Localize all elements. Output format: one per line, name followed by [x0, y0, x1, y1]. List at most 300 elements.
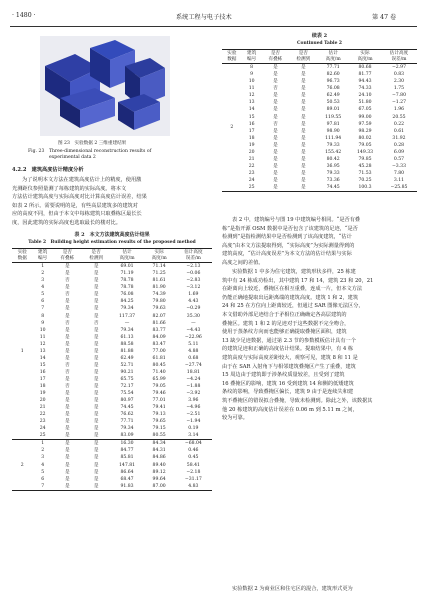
- table-cell: 79.34: [120, 327, 134, 333]
- table-cell: 17: [248, 128, 255, 134]
- table-cell: −2.51: [186, 412, 201, 418]
- table-cell: 3.14: [188, 433, 199, 439]
- table-row: [222, 71, 417, 78]
- table-cell: 96.73: [326, 79, 340, 85]
- table-cell: 79.33: [326, 142, 340, 148]
- table-cell: 10: [248, 79, 255, 85]
- table-cell: 12: [248, 93, 255, 99]
- table-cell: −27.74: [184, 362, 202, 368]
- table-cell: 119.55: [325, 114, 342, 120]
- table-row: [222, 106, 417, 113]
- table-cell: 24: [248, 177, 255, 183]
- table-cell: 7.80: [393, 170, 405, 176]
- table-cell: 是: [93, 341, 99, 347]
- table-cell: 79.34: [120, 306, 134, 312]
- table-cell: 是: [93, 369, 99, 375]
- table-cell: 4.43: [188, 299, 199, 305]
- table-cell: 是: [93, 299, 99, 305]
- table-cell: 97.81: [326, 121, 340, 127]
- table-cell: 1.75: [393, 86, 405, 92]
- table-cell: 是: [300, 185, 306, 190]
- table-cell: 是: [273, 142, 278, 148]
- table-cell: 68.47: [120, 476, 134, 482]
- table-cell: 是: [300, 79, 306, 85]
- table-cell: 70.25: [358, 177, 372, 183]
- table-row: [12, 454, 212, 461]
- table-cell: 是: [93, 412, 99, 418]
- table-cell: 72.17: [120, 384, 134, 389]
- table-row: [12, 270, 212, 277]
- table-cell: 12: [39, 341, 46, 347]
- table-cell: 是: [273, 72, 278, 78]
- table-cell: 35.30: [186, 313, 200, 319]
- right-paragraph-1: 表 2 中，建筑编号与图 19 中建筑编号相同。“是否有叠 栋”是指开源 OSM 数据中是否包含了该建筑的足迹，“是否 检测到”是指检测结果中是否检测到了该高度建筑，“估计 高度”由本文方法提取得到，“实际高度”为实际测量得到的 建筑高度，“估计高度误差”为本文方法的估计结果与实际 高度之间的差值。: [222, 217, 361, 266]
- table-cell: 是: [300, 72, 306, 78]
- table-cell: 是: [93, 433, 99, 439]
- table-cell: 50.53: [326, 100, 340, 106]
- table-cell: 是: [93, 376, 99, 382]
- table-cell: 79.46: [152, 391, 166, 397]
- table-cell: 否: [273, 121, 278, 127]
- table-cell: 是: [93, 448, 99, 454]
- column-header: 建筑 编号: [247, 51, 257, 62]
- table-cell: 23: [39, 419, 46, 425]
- table-cell: 14: [248, 107, 255, 113]
- table-cell: 155.42: [325, 149, 342, 155]
- table-row: [12, 411, 212, 418]
- table-cell: 79.05: [152, 384, 166, 389]
- table-cell: 78.78: [120, 278, 134, 284]
- table-cell: 77.00: [152, 348, 166, 354]
- table-cell: −3.33: [391, 163, 407, 169]
- table-cell: 是: [64, 469, 70, 475]
- table-cell: 3.11: [393, 177, 405, 183]
- table-cell: 是: [93, 391, 99, 397]
- table-cell: 是: [64, 327, 70, 333]
- table-cell: 13: [39, 348, 46, 354]
- table-cell: 4.83: [188, 483, 199, 489]
- table-right-title-en: Continued Table 2: [297, 41, 342, 46]
- table-cell: 3: [41, 278, 45, 284]
- table-cell: −4.96: [186, 405, 201, 411]
- column-header: 是否 检测到: [296, 51, 311, 62]
- table-cell: 是: [64, 441, 70, 447]
- table-cell: 是: [273, 79, 278, 85]
- table-cell: 是: [93, 419, 99, 425]
- table-cell: 是: [273, 163, 278, 169]
- table-row: [12, 369, 212, 376]
- table-cell: 是: [300, 170, 306, 176]
- table-cell: 是: [64, 476, 70, 482]
- table-cell: 是: [93, 278, 99, 284]
- table-cell: 81.77: [358, 72, 372, 78]
- table-cell: 是: [64, 306, 70, 312]
- table-cell: 是: [64, 334, 70, 340]
- table-cell: 是: [93, 362, 99, 368]
- table-cell: 否: [64, 362, 70, 368]
- table-row: [12, 298, 212, 305]
- table-cell: 9: [41, 320, 45, 326]
- table-cell: 是: [93, 271, 99, 277]
- table-left-title-en: Table 2 Building height estimation results of the proposed method: [28, 240, 196, 245]
- table-cell: 是: [273, 93, 278, 99]
- table-cell: 84.34: [152, 441, 166, 447]
- table-cell: 75.54: [120, 391, 134, 397]
- table-cell: 0.83: [393, 72, 405, 78]
- table-cell: 99.64: [152, 476, 166, 482]
- experiment-group-cell: 2: [20, 462, 24, 468]
- table-cell: −1.88: [186, 384, 201, 389]
- table-cell: 是: [273, 170, 278, 176]
- table-cell: 80.45: [152, 362, 166, 368]
- table-cell: 是: [93, 313, 99, 319]
- table-cell: 6: [41, 476, 45, 482]
- table-cell: 79.65: [152, 419, 166, 425]
- right-paragraph-3: 实验数据 2 为商业区和住宅区的混合，建筑形式更为: [232, 586, 353, 592]
- column-header: 实际 高度/m: [151, 250, 167, 261]
- table-cell: 是: [273, 149, 278, 155]
- table-cell: 是: [300, 65, 306, 71]
- table-cell: 81.90: [152, 285, 166, 291]
- table-cell: 80.42: [326, 156, 340, 162]
- table-row: [12, 425, 212, 432]
- table-cell: 111.94: [325, 135, 342, 141]
- table-cell: 否: [64, 278, 70, 284]
- table-cell: 是: [300, 121, 306, 127]
- table-cell: 89.01: [326, 107, 340, 113]
- table-cell: −2.97: [391, 65, 407, 71]
- table-cell: 0.68: [188, 355, 199, 361]
- table-row: [12, 483, 212, 491]
- volume-label: 第 47 卷: [372, 14, 397, 21]
- table-cell: 83.77: [152, 327, 166, 333]
- table-cell: 8: [250, 65, 254, 71]
- table-cell: 0.22: [393, 121, 405, 127]
- table-row: [222, 184, 417, 192]
- table-row: [12, 320, 212, 327]
- table-cell: 5.11: [188, 341, 199, 347]
- table-cell: 是: [273, 65, 278, 71]
- table-cell: −68.04: [184, 441, 202, 447]
- table-cell: 是: [64, 412, 70, 418]
- experiment-group-cell: 2: [230, 125, 234, 131]
- table-row: [222, 85, 417, 92]
- table-cell: 是: [273, 100, 278, 106]
- table-cell: 86.64: [120, 469, 134, 475]
- table-cell: 15: [39, 362, 46, 368]
- column-header: 估计高度 误差/m: [389, 51, 409, 62]
- column-header: 建筑 编号: [38, 250, 48, 261]
- table-cell: 1.96: [393, 107, 405, 113]
- table-cell: 是: [273, 185, 278, 190]
- table-cell: 71.25: [152, 271, 166, 277]
- table-row: [222, 135, 417, 142]
- table-row: [12, 313, 212, 320]
- table-cell: 79.85: [358, 156, 372, 162]
- table-cell: 是: [64, 341, 70, 347]
- table-cell: 是: [64, 391, 70, 397]
- table-row: [12, 476, 212, 483]
- table-cell: 100.3: [358, 185, 372, 190]
- table-cell: 51.80: [358, 100, 372, 106]
- table-cell: 是: [93, 483, 99, 489]
- section-paragraph: 为了说明本文方法在建筑高度估计上的精度，使用激 光测距仪参照量测了每栋建筑的实际高度。将本文 方法估计建筑高度与实际高度对比计算高度估计误差，结果 如表 2 所示。需要说明的是，有些高层建筑多的建筑对 应的高度不同，但由于本文中每栋建筑只取叠栋区最长长 度，因此建筑的实际高度也选取最长的楼对比。: [12, 177, 147, 226]
- table-cell: 77.71: [120, 419, 134, 425]
- table-row: [222, 177, 417, 184]
- table-cell: 是: [273, 114, 278, 120]
- table-cell: 2: [41, 271, 45, 277]
- table-cell: 17: [39, 376, 46, 382]
- table-cell: 16: [248, 121, 255, 127]
- table-left: [12, 248, 212, 491]
- table-cell: 81.66: [152, 320, 166, 326]
- table-cell: 98.29: [358, 128, 372, 134]
- table-cell: 是: [64, 264, 70, 270]
- table-cell: 24.10: [358, 93, 372, 99]
- table-cell: 是: [64, 285, 70, 291]
- table-cell: 84.09: [152, 334, 166, 340]
- table-cell: 14: [39, 355, 46, 361]
- table-cell: 0.57: [393, 156, 405, 162]
- table-cell: 97.59: [358, 121, 372, 127]
- table-cell: −3.12: [186, 285, 201, 291]
- table-cell: 是: [93, 355, 99, 361]
- table-cell: 是: [273, 177, 278, 183]
- table-cell: 80.02: [358, 135, 372, 141]
- table-cell: 是: [64, 355, 70, 361]
- table-cell: 61.13: [120, 334, 134, 340]
- table-cell: 77.01: [152, 398, 166, 404]
- experiment-group-cell: 1: [20, 348, 24, 354]
- table-cell: 58.41: [186, 462, 200, 468]
- table-cell: 77.71: [326, 65, 340, 71]
- table-cell: 19: [39, 391, 46, 397]
- table-cell: 1: [41, 441, 45, 447]
- table-cell: 94.43: [358, 79, 372, 85]
- table-cell: 76.08: [326, 86, 340, 92]
- table-cell: 71.14: [152, 264, 166, 270]
- table-cell: −2.13: [186, 264, 201, 270]
- table-cell: 是: [93, 292, 99, 298]
- table-cell: 15: [248, 114, 255, 120]
- table-cell: 是: [64, 313, 70, 319]
- table-cell: 5: [41, 469, 45, 475]
- table-cell: 2: [41, 448, 45, 454]
- table-cell: 0.45: [188, 455, 199, 461]
- table-row: [12, 355, 212, 362]
- table-row: [12, 305, 212, 312]
- table-cell: 81.61: [152, 278, 166, 284]
- table-cell: 71.53: [358, 170, 372, 176]
- table-cell: 65.99: [152, 376, 166, 382]
- table-cell: 是: [64, 299, 70, 305]
- table-cell: 是: [93, 469, 99, 475]
- column-header: 实验 数据: [227, 51, 237, 62]
- table-cell: 是: [93, 398, 99, 404]
- table-row: [12, 462, 212, 469]
- table-cell: 79.41: [152, 405, 166, 411]
- table-cell: −3.92: [186, 391, 201, 397]
- table-cell: 0.46: [188, 448, 199, 454]
- table-cell: 是: [64, 462, 70, 468]
- table-cell: 84.77: [120, 448, 134, 454]
- table-cell: 是: [93, 476, 99, 482]
- table-cell: −4.24: [186, 376, 201, 382]
- table-cell: −2.18: [186, 469, 201, 475]
- table-cell: 否: [273, 86, 278, 92]
- table-cell: 4: [41, 285, 45, 291]
- table-cell: 8: [41, 313, 45, 319]
- table-cell: 是: [300, 86, 306, 92]
- table-cell: 88.58: [120, 341, 134, 347]
- table-cell: 否: [64, 292, 70, 298]
- table-cell: 89.40: [152, 462, 166, 468]
- table-cell: 是: [300, 128, 306, 134]
- table-cell: 22: [248, 163, 255, 169]
- table-row: [222, 99, 417, 106]
- table-cell: 否: [93, 320, 99, 326]
- table-cell: 是: [300, 114, 306, 120]
- table-cell: 是: [93, 441, 99, 447]
- table-cell: 36.95: [326, 163, 340, 169]
- table-cell: 是: [93, 405, 99, 411]
- table-cell: 84.86: [152, 455, 166, 461]
- table-cell: 25: [39, 433, 46, 439]
- table-cell: 22: [39, 412, 46, 418]
- table-row: [12, 284, 212, 291]
- table-cell: 是: [93, 334, 99, 340]
- table-cell: 79.63: [152, 306, 166, 312]
- table-cell: 147.81: [118, 462, 136, 468]
- table-cell: 是: [300, 135, 306, 141]
- table-cell: 62.49: [120, 355, 134, 361]
- table-row: [222, 114, 417, 121]
- table-cell: 10: [39, 327, 46, 333]
- table-cell: 80.55: [152, 433, 166, 439]
- table-row: [222, 78, 417, 85]
- column-header: 估计 高度/m: [325, 51, 341, 62]
- table-cell: 1.69: [188, 292, 199, 298]
- table-cell: 是: [300, 163, 306, 169]
- table-cell: 73.36: [326, 177, 340, 183]
- table-cell: 是: [273, 128, 278, 134]
- table-cell: 2.30: [393, 79, 405, 85]
- table-cell: −0.29: [186, 306, 201, 312]
- column-header: 实际 高度/m: [357, 51, 373, 62]
- table-left-title-cn: 表 2 本文方法建筑高度估计结果: [74, 232, 150, 238]
- table-cell: 是: [93, 455, 99, 461]
- table-row: [12, 404, 212, 411]
- table-row: [12, 440, 212, 448]
- table-cell: 是: [300, 177, 306, 183]
- table-cell: 3: [41, 455, 45, 461]
- table-cell: 83.09: [120, 433, 134, 439]
- table-row: [222, 170, 417, 177]
- table-cell: 1: [41, 264, 45, 270]
- table-cell: 是: [64, 433, 70, 439]
- table-cell: 是: [273, 156, 278, 162]
- table-cell: 5: [41, 292, 45, 298]
- table-cell: 3.96: [188, 398, 199, 404]
- table-right: [222, 49, 417, 192]
- table-row: [12, 263, 212, 271]
- table-cell: 是: [64, 398, 70, 404]
- table-cell: 是: [300, 156, 306, 162]
- table-cell: 4: [41, 462, 45, 468]
- table-cell: 74.39: [152, 292, 166, 298]
- table-cell: 18: [39, 384, 46, 389]
- table-row: [222, 149, 417, 156]
- table-cell: 0.28: [393, 142, 405, 148]
- table-cell: 0.61: [393, 128, 405, 134]
- table-cell: 否: [64, 320, 70, 326]
- table-cell: 99.00: [358, 114, 372, 120]
- table-row: [12, 341, 212, 348]
- table-cell: 否: [64, 384, 70, 389]
- table-row: [12, 390, 212, 397]
- right-paragraph-2: 实验数据 1 中多为住宅建筑，建筑形状多样，25 栋建 筑中有 24 栋成功检出，其中建筑 17 和 14，建筑 23 和 20，21 在距离向上较近，叠掩区在相互重叠，连成一片，但本文方法 仍能正确地提取出远距离端的建筑高度。建筑 1 和 2，建筑 24 和 25 在方位向上距离较近，但通过 SAR 图像无法区分， 本文借助外部足迹结合于矛相位正确确定各高层建筑的 叠掩区。建筑 1 和 2 的足迹对于这些数据不完全吻合， 使用于蒸条纹方向而也能够正确提取叠掩区面积，建筑 13 缺少足迹数据，通过第 2.3 节的参数模板估计具有一个 的建筑足迹和正确的高度估计结果。提取结果中，有 4 栋 建筑高度与实际高度差距较大，观察可见，建筑 8 和 11 是 由于在 SAR 入射角下与相邻建筑叠掩区产生了重叠，建筑 15 周边由于建筑即于涉条纹质量较差，且受到了建筑 16 叠掩区的影响，建筑 16 受到建筑 14 和侧的低矮建筑 条纹的影响，导致叠掩区偏长，建筑 9 由于是连续失和建 筑不叠掩区的错误拟合叠掩，导致未检测到。除此之外，该数据其 他 20 栋建筑的高度估计误差在 0.06 m 到 5.11 m 之间， 较为可靠。: [222, 269, 374, 422]
- table-cell: −4.43: [186, 327, 201, 333]
- table-cell: 81.88: [120, 348, 134, 354]
- journal-title: 系统工程与电子技术: [176, 14, 232, 21]
- table-cell: 16.30: [120, 441, 134, 447]
- table-cell: —: [191, 320, 196, 326]
- table-row: [12, 418, 212, 425]
- table-cell: 61.81: [152, 355, 166, 361]
- table-cell: 4.88: [188, 348, 199, 354]
- table-cell: −1.94: [186, 419, 201, 425]
- table-cell: 79.80: [152, 299, 166, 305]
- table-cell: 20: [39, 398, 46, 404]
- table-cell: 7: [41, 306, 45, 312]
- column-header: 是否 检测到: [89, 250, 104, 261]
- table-cell: −25.85: [390, 185, 408, 190]
- table-right-title-cn: 续表 2: [311, 33, 328, 39]
- table-row: [222, 142, 417, 149]
- table-cell: 是: [64, 348, 70, 354]
- table-cell: 是: [93, 426, 99, 432]
- table-cell: 是: [93, 264, 99, 270]
- table-cell: 11: [39, 334, 46, 340]
- table-cell: —: [124, 320, 130, 326]
- table-cell: 78.78: [120, 285, 134, 291]
- table-cell: −22.96: [184, 334, 202, 340]
- table-cell: 74.45: [326, 185, 340, 190]
- table-cell: 24: [39, 426, 46, 432]
- table-cell: 79.34: [120, 426, 134, 432]
- table-row: [222, 92, 417, 99]
- table-row: [12, 432, 212, 440]
- table-cell: 19: [248, 142, 255, 148]
- table-cell: 是: [64, 419, 70, 425]
- table-row: [12, 376, 212, 383]
- table-cell: 79.13: [152, 412, 166, 418]
- table-cell: 21: [39, 405, 46, 411]
- table-cell: 是: [93, 306, 99, 312]
- table-cell: 11: [248, 86, 255, 92]
- table-cell: 79.15: [152, 426, 166, 432]
- table-cell: 是: [64, 455, 70, 461]
- table-cell: 45.28: [358, 163, 372, 169]
- table-cell: 是: [64, 376, 70, 382]
- table-cell: 84.31: [152, 448, 166, 454]
- table-cell: −31.17: [184, 476, 202, 482]
- table-cell: 90.21: [120, 369, 134, 375]
- table-cell: −0.06: [186, 271, 201, 277]
- table-cell: 74.45: [120, 405, 134, 411]
- table-row: [222, 121, 417, 128]
- page-number: · 1480 ·: [12, 12, 36, 19]
